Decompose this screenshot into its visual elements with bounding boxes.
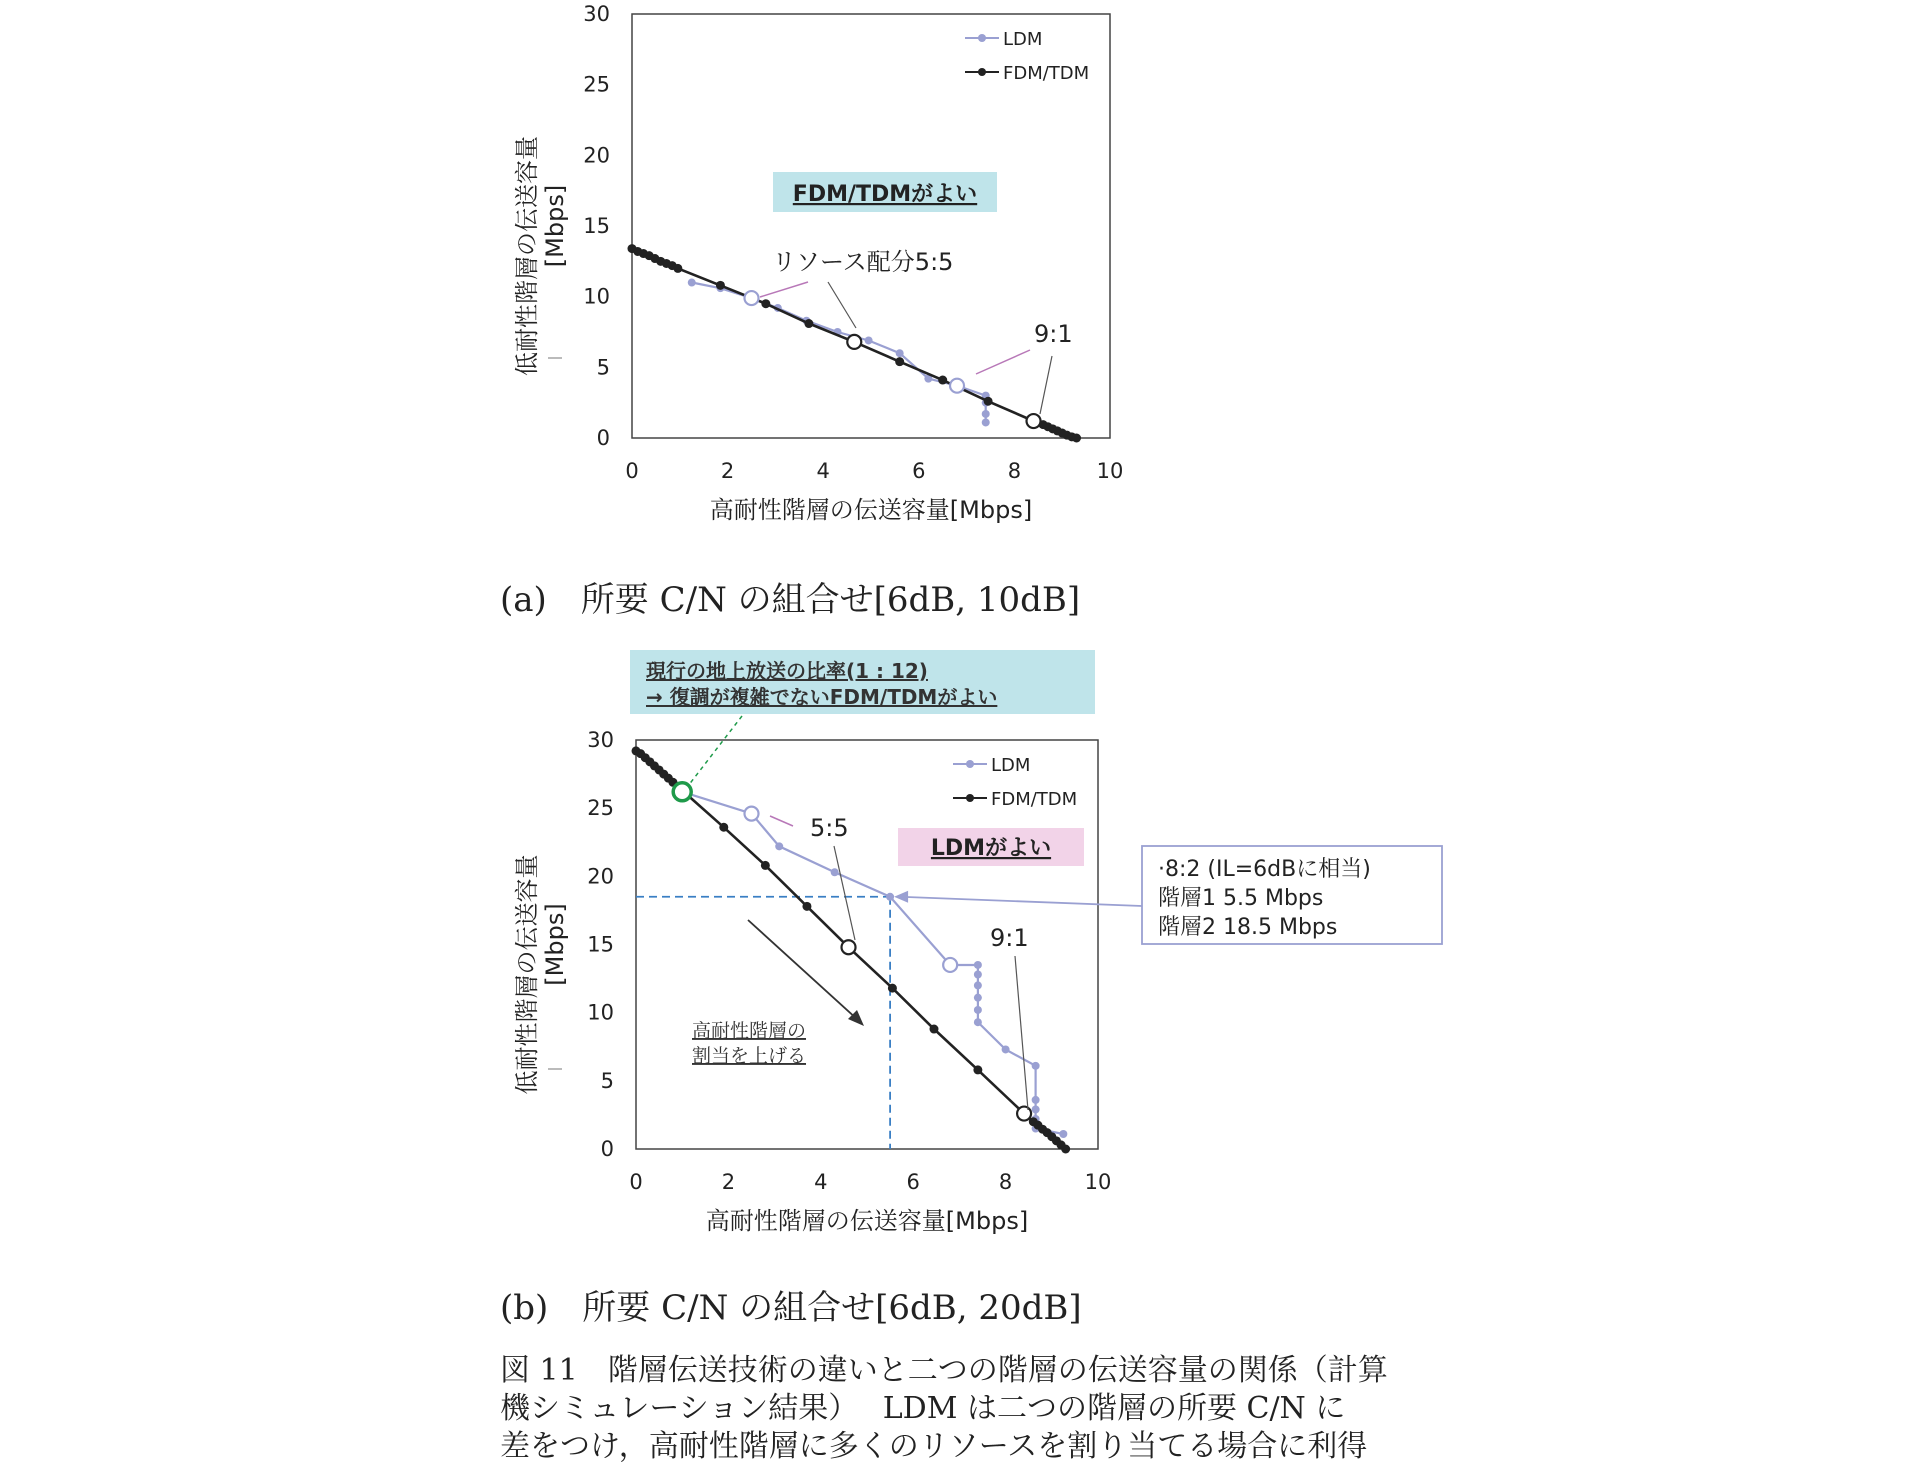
- chart-b-x-tick-label: 10: [1084, 1170, 1112, 1194]
- chart-b-fdm-point: [761, 861, 770, 870]
- chart-b-fdm-point: [973, 1065, 982, 1074]
- chart-a-x-tick-label: 2: [720, 459, 735, 483]
- chart-a-fdm-point: [984, 397, 993, 406]
- chart-b-x-tick-label: 6: [906, 1170, 920, 1194]
- chart-b-ldm-point: [1032, 1105, 1040, 1113]
- chart-a-open-marker: [745, 291, 759, 305]
- chart-b-open-marker: [842, 940, 856, 954]
- chart-b-annotation-55: 5:5: [810, 814, 849, 842]
- chart-b-fdm-point: [929, 1025, 938, 1034]
- chart-a-y-tick-label: 30: [583, 2, 610, 26]
- chart-b-y-tick-label: 25: [587, 796, 614, 821]
- chart-b-legend-ldm-marker: [966, 760, 974, 768]
- chart-a-legend-fdm-marker: [978, 68, 986, 76]
- chart-b-ldm-point: [886, 893, 894, 901]
- chart-a-fdm-point: [895, 357, 904, 366]
- chart-b-legend-fdm-label: FDM/TDM: [991, 789, 1078, 810]
- chart-a-annotation-55: リソース配分5:5: [772, 248, 954, 276]
- caption-a: (a) 所要 C/N の組合せ[6dB, 10dB]: [500, 580, 1081, 620]
- chart-a-fdm-point: [804, 319, 813, 328]
- figure-caption: 図 11 階層伝送技術の違いと二つの階層の伝送容量の関係（計算 機シミュレーション結果） LDM は二つの階層の所要 C/N に 差をつけ，高耐性階層に多くのリソースを割り当てる場合に利得: [500, 1353, 1388, 1464]
- chart-b-top-box-line1: 現行の地上放送の比率(1 : 12): [646, 659, 928, 683]
- chart-a-legend-fdm-label: FDM/TDM: [1003, 63, 1090, 84]
- chart-a-region-label: FDM/TDMがよい: [792, 182, 978, 207]
- chart-b-y-tick-label: 30: [587, 728, 614, 752]
- chart-a-y-tick-label: 10: [583, 284, 610, 309]
- chart-a-x-tick-label: 6: [912, 459, 926, 483]
- chart-a-y-tick-label: 0: [596, 426, 610, 450]
- chart-b-ldm-point: [1032, 1062, 1040, 1070]
- chart-b-annotation-91: 9:1: [990, 924, 1029, 952]
- chart-a-fdm-point: [1072, 434, 1081, 443]
- chart-a-fdm-point: [761, 299, 770, 308]
- chart-a-y-tick-label: 5: [596, 355, 610, 380]
- chart-b-x-axis-label: 高耐性階層の伝送容量[Mbps]: [705, 1207, 1029, 1235]
- chart-b-y-tick-label: 20: [587, 864, 614, 889]
- chart-b-y-tick-label: 10: [587, 1000, 614, 1025]
- chart-a-x-tick-label: 8: [1007, 459, 1022, 483]
- chart-b-y-tick-label: 5: [600, 1068, 614, 1093]
- chart-a-x-tick-label: 0: [625, 459, 639, 483]
- chart-b-top-box-line2: → 復調が複雑でないFDM/TDMがよい: [646, 685, 998, 709]
- chart-b-open-marker: [1017, 1107, 1031, 1121]
- chart-a-x-tick-label: 10: [1096, 459, 1124, 483]
- chart-a-y-axis-unit: [Mbps]: [541, 184, 569, 268]
- chart-b-ldm-point: [974, 1006, 982, 1014]
- chart-b-x-tick-label: 4: [814, 1170, 828, 1194]
- chart-a-y-tick-label: 20: [583, 143, 610, 168]
- chart-a-ldm-point: [896, 349, 904, 357]
- chart-a-x-tick-label: 4: [816, 459, 830, 483]
- chart-a-ldm-point: [865, 336, 873, 344]
- chart-b-y-tick-label: 15: [587, 932, 614, 957]
- chart-b-ldm-point: [831, 868, 839, 876]
- chart-b-region-label: LDMがよい: [930, 836, 1052, 861]
- chart-b-ldm-point: [1059, 1130, 1067, 1138]
- chart-b-ldm-point: [974, 994, 982, 1002]
- chart-a-fdm-point: [673, 264, 682, 273]
- chart-b-right-box-line3: 階層2 18.5 Mbps: [1158, 915, 1338, 940]
- chart-a-open-marker: [847, 335, 861, 349]
- chart-b-ldm-point: [974, 1018, 982, 1026]
- chart-b-right-box-line2: 階層1 5.5 Mbps: [1158, 886, 1324, 911]
- chart-b-highlight-marker: [673, 783, 691, 801]
- chart-b-legend-fdm-marker: [966, 794, 974, 802]
- chart-b-y-axis-label: 低耐性階層の伝送容量: [513, 854, 541, 1095]
- chart-a-fdm-point: [938, 376, 947, 385]
- chart-b-fdm-point: [888, 984, 897, 993]
- caption-b: (b) 所要 C/N の組合せ[6dB, 20dB]: [500, 1288, 1082, 1328]
- chart-b-x-tick-label: 2: [721, 1170, 736, 1194]
- chart-b-legend-ldm-label: LDM: [991, 755, 1031, 776]
- chart-b-ldm-point: [974, 970, 982, 978]
- chart-b-fdm-point: [802, 902, 811, 911]
- chart-a-y-tick-label: 25: [583, 72, 610, 97]
- chart-b-right-box-line1: ·8:2 (IL=6dBに相当): [1158, 857, 1371, 882]
- chart-b-ldm-point: [974, 981, 982, 989]
- chart-a-legend-ldm-marker: [978, 34, 986, 42]
- chart-a-y-tick-label: 15: [583, 214, 610, 238]
- chart-b-ldm-point: [974, 961, 982, 969]
- chart-b-fdm-point: [719, 823, 728, 832]
- chart-b-arrow-text-line1: 高耐性階層の: [692, 1020, 807, 1042]
- chart-a-open-marker: [1027, 414, 1041, 428]
- chart-b-y-tick-label: 0: [600, 1137, 614, 1161]
- chart-a-ldm-point: [982, 410, 990, 418]
- chart-a-x-axis-label: 高耐性階層の伝送容量[Mbps]: [709, 496, 1033, 524]
- chart-a-y-axis-label: 低耐性階層の伝送容量: [513, 136, 541, 376]
- chart-a-open-marker: [950, 379, 964, 393]
- chart-b-open-marker: [943, 958, 957, 972]
- chart-b-x-tick-label: 0: [629, 1170, 643, 1194]
- chart-b-fdm-point: [1061, 1145, 1070, 1154]
- chart-b-ldm-point: [1002, 1045, 1010, 1053]
- chart-a-ldm-point: [688, 279, 696, 287]
- chart-a-annotation-91: 9:1: [1034, 320, 1073, 348]
- chart-b-arrow-text-line2: 割当を上げる: [692, 1045, 807, 1067]
- chart-b-y-axis-unit: [Mbps]: [541, 903, 569, 986]
- chart-b-ldm-point: [1032, 1096, 1040, 1104]
- chart-b-x-tick-label: 8: [998, 1170, 1013, 1194]
- chart-a-fdm-point: [716, 281, 725, 290]
- chart-b-ldm-point: [775, 842, 783, 850]
- chart-b-open-marker: [745, 807, 759, 821]
- chart-a-legend-ldm-label: LDM: [1003, 29, 1043, 50]
- chart-a-ldm-point: [982, 418, 990, 426]
